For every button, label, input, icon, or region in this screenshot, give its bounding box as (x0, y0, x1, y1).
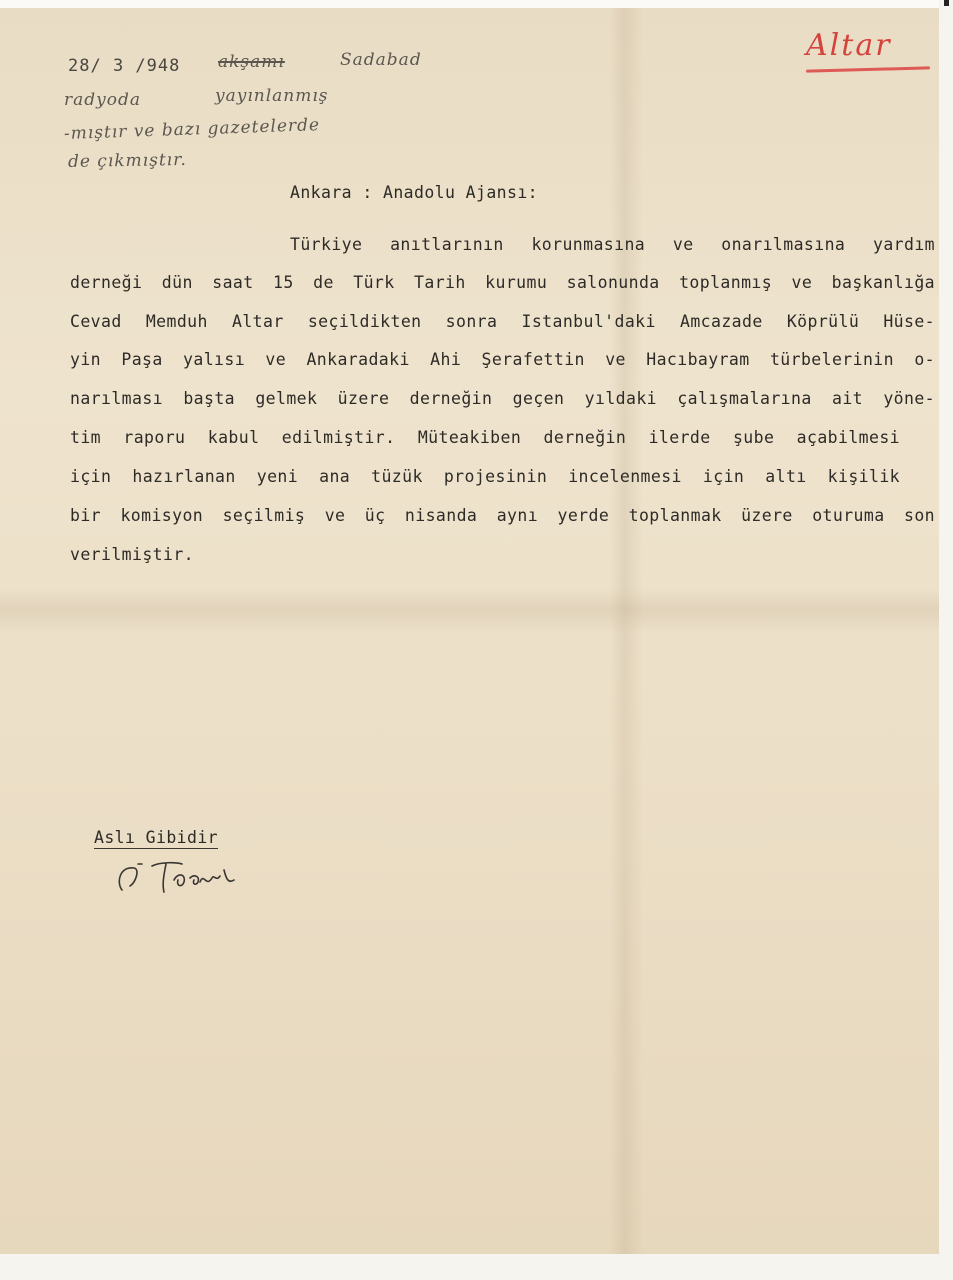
handwritten-note: de çıkmıştır. (67, 149, 187, 172)
body-line: derneği dün saat 15 de Türk Tarih kurumu salonunda toplanmış ve başkanlığa (70, 273, 935, 292)
body-line: Türkiye anıtlarının korunmasına ve onarılmasına yardım (290, 235, 935, 254)
body-line: Cevad Memduh Altar seçildikten sonra Istanbul'daki Amcazade Köprülü Hüse- (70, 312, 935, 331)
document-date: 28/ 3 /948 (68, 56, 181, 76)
torn-top-edge (0, 0, 953, 8)
corner-mark (944, 0, 949, 6)
scan-margin-bottom (0, 1254, 953, 1280)
handwritten-note: Sadabad (340, 50, 422, 70)
scan-margin-right (939, 0, 953, 1280)
handwritten-signature (112, 852, 252, 897)
handwritten-note-struck: akşamı (218, 52, 285, 72)
dispatch-heading: Ankara : Anadolu Ajansı: (290, 183, 539, 202)
certification-label: Aslı Gibidir (94, 828, 219, 847)
red-underline (806, 66, 930, 72)
body-line: tim raporu kabul edilmiştir. Müteakiben derneğin ilerde şube açabilmesi (70, 428, 900, 447)
handwritten-note: -mıştır ve bazı gazetelerde (63, 115, 321, 144)
handwritten-note: radyoda (64, 90, 142, 110)
body-line: bir komisyon seçilmiş ve üç nisanda aynı yerde toplanmak üzere oturuma son (70, 506, 935, 525)
body-line: narılması başta gelmek üzere derneğin geçen yıldaki çalışmalarına ait yöne- (70, 389, 935, 408)
body-line: yin Paşa yalısı ve Ankaradaki Ahi Şerafettin ve Hacıbayram türbelerinin o- (70, 350, 935, 369)
red-handwritten-name: Altar (806, 28, 892, 63)
body-line: için hazırlanan yeni ana tüzük projesinin incelenmesi için altı kişilik (70, 467, 900, 486)
handwritten-note: yayınlanmış (215, 86, 329, 106)
body-line: verilmiştir. (70, 545, 195, 564)
